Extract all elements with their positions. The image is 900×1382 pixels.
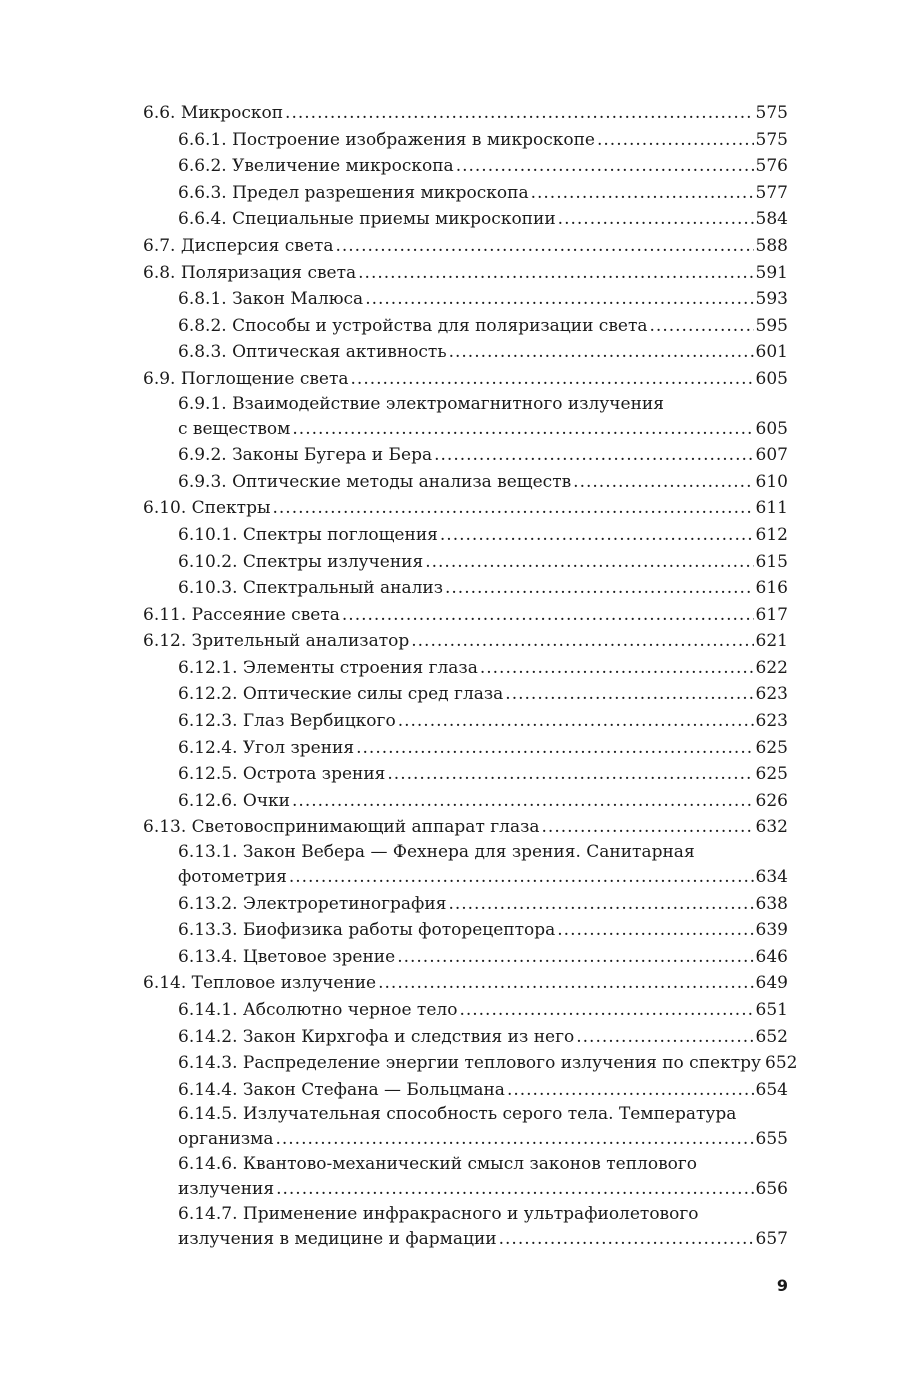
toc-entry xyxy=(178,127,788,154)
toc-entry-title: с веществом xyxy=(178,418,291,439)
toc-entry-title: 6.11. Рассеяние света xyxy=(143,604,340,625)
toc-entry-page: 577 xyxy=(755,182,788,203)
toc-entry-title: излучения в медицине и фармации xyxy=(178,1228,497,1249)
toc-entry-title: 6.12.4. Угол зрения xyxy=(178,737,355,758)
toc-entry xyxy=(178,735,788,762)
dot-leader xyxy=(558,206,754,233)
toc-entry-page: 611 xyxy=(755,498,788,519)
toc-entry xyxy=(178,1153,788,1203)
toc-entry xyxy=(178,1077,788,1104)
toc-entry-page: 615 xyxy=(755,551,788,572)
toc-entry-title-line1: 6.9.1. Взаимодействие электромагнитного излучения xyxy=(178,393,664,414)
toc-entry-page: 655 xyxy=(755,1129,788,1150)
dot-leader xyxy=(335,233,753,260)
dot-leader xyxy=(292,416,753,443)
toc-entry-title: организма xyxy=(178,1129,274,1150)
toc-entry-title: фотометрия xyxy=(178,867,287,888)
toc-entry-title: 6.9.2. Законы Бугера и Бера xyxy=(178,445,433,466)
toc-entry-title: 6.8.3. Оптическая активность xyxy=(178,342,447,363)
toc-entry-title-line1: 6.14.6. Квантово-механический смысл законов теплового xyxy=(178,1153,698,1174)
dot-leader xyxy=(411,628,753,655)
toc-entry xyxy=(178,153,788,180)
toc-entry-page: 607 xyxy=(755,445,788,466)
toc-entry xyxy=(143,628,788,655)
toc-entry-page: 652 xyxy=(765,1053,798,1074)
toc-entry-title: 6.13. Световоспринимающий аппарат глаза xyxy=(143,817,540,838)
toc-entry xyxy=(178,708,788,735)
toc-entry-title: 6.10.1. Спектры поглощения xyxy=(178,524,438,545)
toc-entry-page: 625 xyxy=(755,737,788,758)
dot-leader xyxy=(499,1226,754,1253)
dot-leader xyxy=(448,891,753,918)
dot-leader xyxy=(425,549,753,576)
toc-entry-title: 6.12.6. Очки xyxy=(178,790,291,811)
toc-entry-title: 6.13.3. Биофизика работы фоторецептора xyxy=(178,920,556,941)
dot-leader xyxy=(342,602,754,629)
toc-entry-title: 6.14.3. Распределение энергии теплового излучения по спектру xyxy=(178,1053,761,1074)
toc-entry-title: излучения xyxy=(178,1178,275,1199)
toc-entry-title: 6.10. Спектры xyxy=(143,498,271,519)
toc-entry-title: 6.8. Поляризация света xyxy=(143,262,357,283)
toc-entry-title-line1: 6.14.5. Излучательная способность серого тела. Температура xyxy=(178,1104,737,1125)
toc-entry xyxy=(143,970,788,997)
toc-entry xyxy=(178,1050,798,1077)
toc-entry xyxy=(143,100,788,127)
toc-entry-title: 6.13.4. Цветовое зрение xyxy=(178,946,396,967)
toc-entry-page: 588 xyxy=(755,235,788,256)
toc-entry xyxy=(178,313,788,340)
toc-entry-title: 6.13.2. Электроретинография xyxy=(178,893,447,914)
toc-entry-page: 654 xyxy=(755,1079,788,1100)
dot-leader xyxy=(573,469,753,496)
toc-entry-title: 6.12.1. Элементы строения глаза xyxy=(178,657,478,678)
toc-entry-title: 6.14.1. Абсолютно черное тело xyxy=(178,1000,458,1020)
toc-entry-page: 652 xyxy=(755,1026,788,1047)
toc-entry xyxy=(178,206,788,233)
dot-leader xyxy=(387,761,753,788)
toc-entry xyxy=(178,788,788,815)
toc-entry-title: 6.7. Дисперсия света xyxy=(143,235,334,256)
toc-entry-page: 595 xyxy=(755,315,788,336)
toc-entry-page: 601 xyxy=(755,342,788,363)
toc-entry-page: 584 xyxy=(755,209,788,230)
toc-entry-title: 6.10.3. Спектральный анализ xyxy=(178,578,443,599)
dot-leader xyxy=(440,522,754,549)
toc-entry-page: 646 xyxy=(755,946,788,967)
dot-leader xyxy=(505,681,753,708)
toc-entry xyxy=(178,339,788,366)
dot-leader xyxy=(285,100,754,127)
toc-entry-page: 623 xyxy=(755,711,788,732)
table-of-contents xyxy=(143,100,798,1252)
toc-entry xyxy=(178,997,788,1024)
toc-entry-title: 6.10.2. Спектры излучения xyxy=(178,551,424,572)
toc-entry-title: 6.14.2. Закон Кирхгофа и следствия из него xyxy=(178,1026,575,1047)
toc-entry xyxy=(178,286,788,313)
page-number: 9 xyxy=(776,1276,788,1295)
toc-entry-title: 6.12.2. Оптические силы сред глаза xyxy=(178,684,504,705)
toc-entry-page: 575 xyxy=(755,129,788,150)
toc-entry-title: 6.12.5. Острота зрения xyxy=(178,764,386,785)
toc-entry-page: 657 xyxy=(755,1228,788,1249)
toc-entry-page: 575 xyxy=(755,103,788,123)
dot-leader xyxy=(434,442,753,469)
dot-leader xyxy=(531,180,754,207)
toc-entry-page: 649 xyxy=(755,973,788,994)
toc-entry xyxy=(178,681,788,708)
dot-leader xyxy=(507,1077,754,1104)
toc-entry-page: 651 xyxy=(755,1000,788,1020)
dot-leader xyxy=(365,286,753,313)
toc-entry xyxy=(143,233,788,260)
toc-entry-title: 6.12. Зрительный анализатор xyxy=(143,631,410,652)
dot-leader xyxy=(358,260,753,287)
toc-entry-page: 632 xyxy=(755,817,788,838)
toc-entry-page: 591 xyxy=(755,262,788,283)
toc-entry-page: 638 xyxy=(755,893,788,914)
toc-entry-title: 6.6.1. Построение изображения в микроскопе xyxy=(178,129,595,150)
toc-entry-page: 593 xyxy=(755,289,788,310)
toc-entry-page: 605 xyxy=(755,368,788,389)
dot-leader xyxy=(273,495,754,522)
dot-leader xyxy=(650,313,754,340)
toc-entry-title: 6.14.4. Закон Стефана — Больцмана xyxy=(178,1079,505,1100)
dot-leader xyxy=(275,1126,753,1153)
toc-entry-title: 6.14. Тепловое излучение xyxy=(143,973,377,994)
dot-leader xyxy=(356,735,753,762)
toc-entry-page: 623 xyxy=(755,684,788,705)
toc-entry-page: 625 xyxy=(755,764,788,785)
dot-leader xyxy=(449,339,754,366)
dot-leader xyxy=(445,575,754,602)
dot-leader xyxy=(397,944,753,971)
toc-entry-page: 621 xyxy=(755,631,788,652)
dot-leader xyxy=(576,1024,753,1051)
dot-leader xyxy=(351,366,754,393)
dot-leader xyxy=(276,1176,753,1203)
toc-entry xyxy=(178,944,788,971)
toc-entry-page: 634 xyxy=(755,867,788,888)
dot-leader xyxy=(597,127,754,154)
toc-entry xyxy=(178,761,788,788)
toc-entry-title: 6.9.3. Оптические методы анализа веществ xyxy=(178,471,572,492)
toc-entry xyxy=(143,260,788,287)
toc-entry xyxy=(178,549,788,576)
dot-leader xyxy=(459,997,753,1024)
dot-leader xyxy=(480,655,754,682)
toc-entry-page: 612 xyxy=(755,524,788,545)
toc-entry-title-line1: 6.13.1. Закон Вебера — Фехнера для зрения. Санитарная xyxy=(178,842,695,863)
toc-entry xyxy=(178,442,788,469)
toc-entry-page: 626 xyxy=(755,790,788,811)
toc-entry xyxy=(143,602,788,629)
toc-entry-page: 639 xyxy=(755,920,788,941)
toc-entry-title: 6.8.2. Способы и устройства для поляризации света xyxy=(178,315,648,336)
toc-entry xyxy=(178,1024,788,1051)
toc-entry xyxy=(143,495,788,522)
toc-entry-title: 6.9. Поглощение света xyxy=(143,368,349,389)
dot-leader xyxy=(289,864,754,891)
toc-entry-page: 622 xyxy=(755,657,788,678)
toc-entry-title: 6.6. Микроскоп xyxy=(143,103,284,123)
dot-leader xyxy=(456,153,754,180)
toc-entry-page: 617 xyxy=(755,604,788,625)
toc-entry-title: 6.6.2. Увеличение микроскопа xyxy=(178,156,454,177)
toc-entry xyxy=(178,841,788,891)
toc-entry xyxy=(143,814,788,841)
toc-entry-title: 6.6.3. Предел разрешения микроскопа xyxy=(178,182,529,203)
toc-entry-title: 6.12.3. Глаз Вербицкого xyxy=(178,711,396,732)
dot-leader xyxy=(398,708,754,735)
toc-entry xyxy=(178,180,788,207)
dot-leader xyxy=(292,788,754,815)
toc-entry xyxy=(178,1203,788,1253)
toc-entry xyxy=(143,366,788,393)
toc-entry-title: 6.8.1. Закон Малюса xyxy=(178,289,364,310)
toc-entry-page: 616 xyxy=(755,578,788,599)
toc-entry xyxy=(178,575,788,602)
toc-entry-page: 656 xyxy=(755,1178,788,1199)
dot-leader xyxy=(557,917,753,944)
toc-entry-page: 605 xyxy=(755,418,788,439)
toc-entry-title: 6.6.4. Специальные приемы микроскопии xyxy=(178,209,556,230)
toc-entry xyxy=(178,655,788,682)
toc-entry-page: 610 xyxy=(755,471,788,492)
toc-entry xyxy=(178,891,788,918)
toc-entry xyxy=(178,522,788,549)
dot-leader xyxy=(542,814,754,841)
toc-entry xyxy=(178,917,788,944)
toc-entry xyxy=(178,393,788,443)
toc-entry xyxy=(178,1103,788,1153)
toc-entry xyxy=(178,469,788,496)
dot-leader xyxy=(378,970,753,997)
toc-entry-title-line1: 6.14.7. Применение инфракрасного и ультрафиолетового xyxy=(178,1203,699,1224)
toc-entry-page: 576 xyxy=(755,156,788,177)
